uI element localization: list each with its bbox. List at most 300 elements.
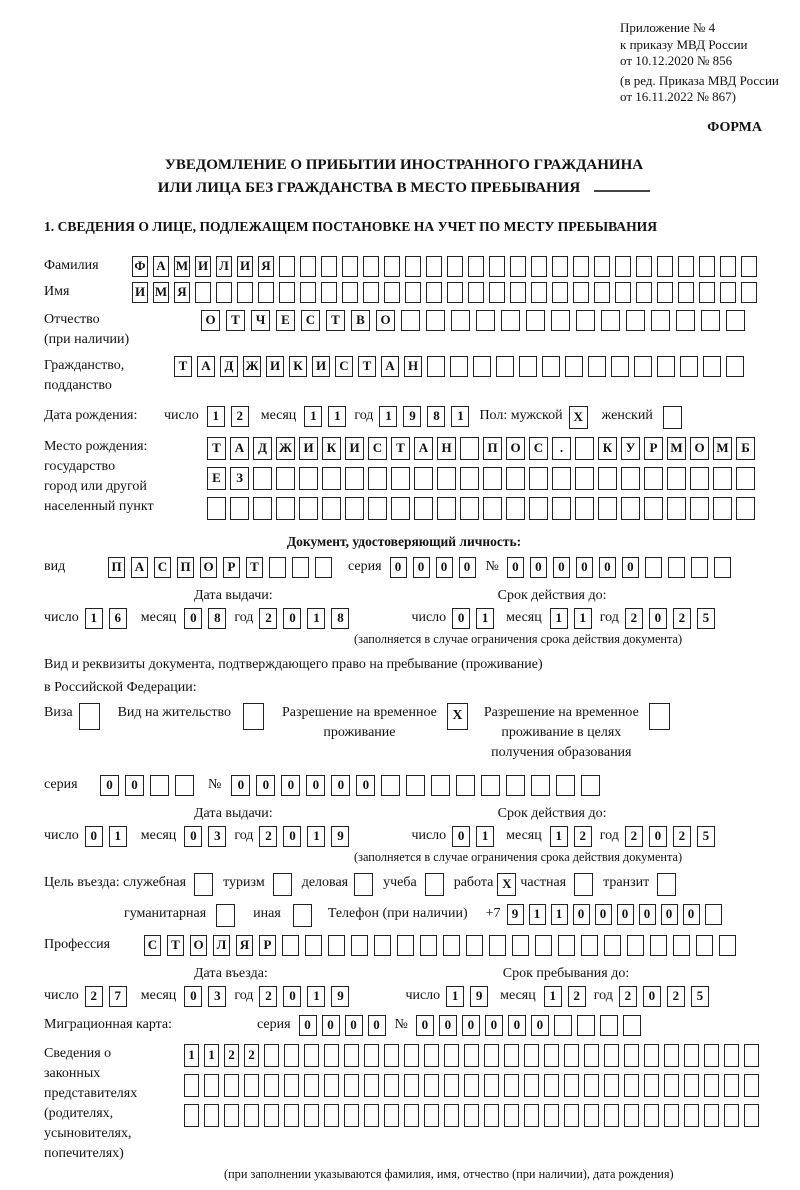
citizenship-13[interactable] bbox=[450, 356, 468, 377]
doc-issue-day-2[interactable]: 6 bbox=[109, 608, 127, 629]
representatives-line2-11[interactable] bbox=[384, 1074, 399, 1097]
representatives-line2-15[interactable] bbox=[464, 1074, 479, 1097]
givenname-25[interactable] bbox=[636, 282, 652, 303]
doc-issue-year-1[interactable]: 2 bbox=[259, 608, 277, 629]
representatives-line3-14[interactable] bbox=[444, 1104, 459, 1127]
birth-year-4[interactable]: 1 bbox=[451, 406, 469, 427]
residence-valid-year-3[interactable]: 2 bbox=[673, 826, 691, 847]
representatives-line2-17[interactable] bbox=[504, 1074, 519, 1097]
surname-5[interactable]: Л bbox=[216, 256, 232, 277]
profession-12[interactable] bbox=[397, 935, 414, 956]
birthplace-line3-22[interactable] bbox=[690, 497, 709, 520]
representatives-line1-6[interactable] bbox=[284, 1044, 299, 1067]
representatives-line1-7[interactable] bbox=[304, 1044, 319, 1067]
doc-type-7[interactable]: Т bbox=[246, 557, 263, 578]
surname-15[interactable] bbox=[426, 256, 442, 277]
phone-10[interactable] bbox=[705, 904, 722, 925]
patronymic-8[interactable]: О bbox=[376, 310, 395, 331]
profession-2[interactable]: Т bbox=[167, 935, 184, 956]
surname-9[interactable] bbox=[300, 256, 316, 277]
givenname-11[interactable] bbox=[342, 282, 358, 303]
surname-17[interactable] bbox=[468, 256, 484, 277]
phone-4[interactable]: 0 bbox=[573, 904, 590, 925]
doc-valid-year-2[interactable]: 0 bbox=[649, 608, 667, 629]
doc-series-2[interactable]: 0 bbox=[413, 557, 430, 578]
representatives-line2-10[interactable] bbox=[364, 1074, 379, 1097]
entry-day-2[interactable]: 7 bbox=[109, 986, 127, 1007]
residence-number-7[interactable] bbox=[381, 775, 400, 796]
doc-issue-year-2[interactable]: 0 bbox=[283, 608, 301, 629]
surname-26[interactable] bbox=[657, 256, 673, 277]
residence-permit-checkbox[interactable] bbox=[243, 703, 264, 730]
surname-28[interactable] bbox=[699, 256, 715, 277]
birthplace-line1-4[interactable]: Ж bbox=[276, 437, 295, 460]
purpose-business-checkbox[interactable] bbox=[354, 873, 373, 896]
representatives-line1-10[interactable] bbox=[364, 1044, 379, 1067]
birthplace-line1-17[interactable] bbox=[575, 437, 594, 460]
female-checkbox[interactable] bbox=[663, 406, 682, 429]
representatives-line2-1[interactable] bbox=[184, 1074, 199, 1097]
birthplace-line2-18[interactable] bbox=[598, 467, 617, 490]
doc-issue-year-3[interactable]: 1 bbox=[307, 608, 325, 629]
birthplace-line3-4[interactable] bbox=[276, 497, 295, 520]
profession-6[interactable]: Р bbox=[259, 935, 276, 956]
representatives-line1-11[interactable] bbox=[384, 1044, 399, 1067]
representatives-line1-28[interactable] bbox=[724, 1044, 739, 1067]
surname-2[interactable]: А bbox=[153, 256, 169, 277]
representatives-line1-17[interactable] bbox=[504, 1044, 519, 1067]
citizenship-6[interactable]: К bbox=[289, 356, 307, 377]
representatives-line1-24[interactable] bbox=[644, 1044, 659, 1067]
birthplace-line3-24[interactable] bbox=[736, 497, 755, 520]
birthplace-line2-5[interactable] bbox=[299, 467, 318, 490]
representatives-line2-28[interactable] bbox=[724, 1074, 739, 1097]
doc-valid-day-1[interactable]: 0 bbox=[452, 608, 470, 629]
givenname-20[interactable] bbox=[531, 282, 547, 303]
birthplace-line1-7[interactable]: И bbox=[345, 437, 364, 460]
migration-number-8[interactable] bbox=[577, 1015, 595, 1036]
birth-year-1[interactable]: 1 bbox=[379, 406, 397, 427]
migration-number-2[interactable]: 0 bbox=[439, 1015, 457, 1036]
patronymic-13[interactable] bbox=[501, 310, 520, 331]
birthplace-line2-23[interactable] bbox=[713, 467, 732, 490]
surname-22[interactable] bbox=[573, 256, 589, 277]
birth-month-2[interactable]: 1 bbox=[328, 406, 346, 427]
birthplace-line1-3[interactable]: Д bbox=[253, 437, 272, 460]
residence-number-9[interactable] bbox=[431, 775, 450, 796]
birthplace-line2-1[interactable]: Е bbox=[207, 467, 226, 490]
givenname-3[interactable]: Я bbox=[174, 282, 190, 303]
doc-number-6[interactable]: 0 bbox=[622, 557, 639, 578]
profession-17[interactable] bbox=[512, 935, 529, 956]
profession-7[interactable] bbox=[282, 935, 299, 956]
profession-10[interactable] bbox=[351, 935, 368, 956]
representatives-line1-4[interactable]: 2 bbox=[244, 1044, 259, 1067]
patronymic-12[interactable] bbox=[476, 310, 495, 331]
representatives-line3-9[interactable] bbox=[344, 1104, 359, 1127]
patronymic-6[interactable]: Т bbox=[326, 310, 345, 331]
givenname-18[interactable] bbox=[489, 282, 505, 303]
residence-number-14[interactable] bbox=[556, 775, 575, 796]
doc-valid-year-1[interactable]: 2 bbox=[625, 608, 643, 629]
patronymic-10[interactable] bbox=[426, 310, 445, 331]
doc-number-8[interactable] bbox=[668, 557, 685, 578]
stay-year-1[interactable]: 2 bbox=[619, 986, 637, 1007]
citizenship-9[interactable]: Т bbox=[358, 356, 376, 377]
representatives-line3-1[interactable] bbox=[184, 1104, 199, 1127]
patronymic-21[interactable] bbox=[701, 310, 720, 331]
birthplace-line3-10[interactable] bbox=[414, 497, 433, 520]
representatives-line1-12[interactable] bbox=[404, 1044, 419, 1067]
residence-series-4[interactable] bbox=[175, 775, 194, 796]
migration-number-4[interactable]: 0 bbox=[485, 1015, 503, 1036]
givenname-30[interactable] bbox=[741, 282, 757, 303]
representatives-line2-8[interactable] bbox=[324, 1074, 339, 1097]
representatives-line2-16[interactable] bbox=[484, 1074, 499, 1097]
birthplace-line3-19[interactable] bbox=[621, 497, 640, 520]
representatives-line2-12[interactable] bbox=[404, 1074, 419, 1097]
patronymic-22[interactable] bbox=[726, 310, 745, 331]
purpose-private-checkbox[interactable] bbox=[574, 873, 593, 896]
residence-issue-day-1[interactable]: 0 bbox=[85, 826, 103, 847]
residence-number-3[interactable]: 0 bbox=[281, 775, 300, 796]
representatives-line2-25[interactable] bbox=[664, 1074, 679, 1097]
entry-year-3[interactable]: 1 bbox=[307, 986, 325, 1007]
representatives-line2-9[interactable] bbox=[344, 1074, 359, 1097]
phone-1[interactable]: 9 bbox=[507, 904, 524, 925]
birthplace-line3-21[interactable] bbox=[667, 497, 686, 520]
residence-issue-day-2[interactable]: 1 bbox=[109, 826, 127, 847]
purpose-humanitarian-checkbox[interactable] bbox=[216, 904, 235, 927]
representatives-line2-2[interactable] bbox=[204, 1074, 219, 1097]
purpose-other-checkbox[interactable] bbox=[293, 904, 312, 927]
givenname-22[interactable] bbox=[573, 282, 589, 303]
birthplace-line2-10[interactable] bbox=[414, 467, 433, 490]
birthplace-line2-7[interactable] bbox=[345, 467, 364, 490]
patronymic-19[interactable] bbox=[651, 310, 670, 331]
profession-5[interactable]: Я bbox=[236, 935, 253, 956]
citizenship-21[interactable] bbox=[634, 356, 652, 377]
doc-series-1[interactable]: 0 bbox=[390, 557, 407, 578]
residence-series-3[interactable] bbox=[150, 775, 169, 796]
representatives-line3-8[interactable] bbox=[324, 1104, 339, 1127]
birthplace-line2-2[interactable]: З bbox=[230, 467, 249, 490]
doc-valid-year-4[interactable]: 5 bbox=[697, 608, 715, 629]
birthplace-line2-22[interactable] bbox=[690, 467, 709, 490]
migration-number-5[interactable]: 0 bbox=[508, 1015, 526, 1036]
stay-day-1[interactable]: 1 bbox=[446, 986, 464, 1007]
doc-type-8[interactable] bbox=[269, 557, 286, 578]
citizenship-14[interactable] bbox=[473, 356, 491, 377]
residence-number-8[interactable] bbox=[406, 775, 425, 796]
doc-series-4[interactable]: 0 bbox=[459, 557, 476, 578]
profession-15[interactable] bbox=[466, 935, 483, 956]
phone-9[interactable]: 0 bbox=[683, 904, 700, 925]
patronymic-17[interactable] bbox=[601, 310, 620, 331]
temp-residence-checkbox[interactable]: X bbox=[447, 703, 468, 730]
birthplace-line3-23[interactable] bbox=[713, 497, 732, 520]
doc-type-1[interactable]: П bbox=[108, 557, 125, 578]
citizenship-15[interactable] bbox=[496, 356, 514, 377]
entry-day-1[interactable]: 2 bbox=[85, 986, 103, 1007]
patronymic-7[interactable]: В bbox=[351, 310, 370, 331]
birthplace-line2-4[interactable] bbox=[276, 467, 295, 490]
representatives-line3-21[interactable] bbox=[584, 1104, 599, 1127]
representatives-line2-21[interactable] bbox=[584, 1074, 599, 1097]
residence-series-2[interactable]: 0 bbox=[125, 775, 144, 796]
profession-25[interactable] bbox=[696, 935, 713, 956]
migration-number-1[interactable]: 0 bbox=[416, 1015, 434, 1036]
surname-20[interactable] bbox=[531, 256, 547, 277]
entry-year-4[interactable]: 9 bbox=[331, 986, 349, 1007]
profession-13[interactable] bbox=[420, 935, 437, 956]
profession-16[interactable] bbox=[489, 935, 506, 956]
representatives-line2-5[interactable] bbox=[264, 1074, 279, 1097]
birthplace-line1-11[interactable]: Н bbox=[437, 437, 456, 460]
birthplace-line1-20[interactable]: Р bbox=[644, 437, 663, 460]
surname-29[interactable] bbox=[720, 256, 736, 277]
representatives-line3-18[interactable] bbox=[524, 1104, 539, 1127]
givenname-8[interactable] bbox=[279, 282, 295, 303]
migration-number-9[interactable] bbox=[600, 1015, 618, 1036]
birthplace-line1-10[interactable]: А bbox=[414, 437, 433, 460]
birthplace-line1-5[interactable]: И bbox=[299, 437, 318, 460]
visa-checkbox[interactable] bbox=[79, 703, 100, 730]
entry-year-2[interactable]: 0 bbox=[283, 986, 301, 1007]
representatives-line3-11[interactable] bbox=[384, 1104, 399, 1127]
residence-valid-year-2[interactable]: 0 bbox=[649, 826, 667, 847]
givenname-15[interactable] bbox=[426, 282, 442, 303]
residence-valid-month-2[interactable]: 2 bbox=[574, 826, 592, 847]
representatives-line2-4[interactable] bbox=[244, 1074, 259, 1097]
givenname-9[interactable] bbox=[300, 282, 316, 303]
representatives-line3-3[interactable] bbox=[224, 1104, 239, 1127]
givenname-5[interactable] bbox=[216, 282, 232, 303]
representatives-line3-29[interactable] bbox=[744, 1104, 759, 1127]
birthplace-line1-19[interactable]: У bbox=[621, 437, 640, 460]
surname-24[interactable] bbox=[615, 256, 631, 277]
surname-14[interactable] bbox=[405, 256, 421, 277]
birthplace-line2-3[interactable] bbox=[253, 467, 272, 490]
birthplace-line3-14[interactable] bbox=[506, 497, 525, 520]
doc-type-5[interactable]: О bbox=[200, 557, 217, 578]
birthplace-line2-19[interactable] bbox=[621, 467, 640, 490]
doc-number-4[interactable]: 0 bbox=[576, 557, 593, 578]
representatives-line3-13[interactable] bbox=[424, 1104, 439, 1127]
citizenship-1[interactable]: Т bbox=[174, 356, 192, 377]
residence-valid-day-1[interactable]: 0 bbox=[452, 826, 470, 847]
phone-5[interactable]: 0 bbox=[595, 904, 612, 925]
surname-19[interactable] bbox=[510, 256, 526, 277]
residence-number-12[interactable] bbox=[506, 775, 525, 796]
purpose-study-checkbox[interactable] bbox=[425, 873, 444, 896]
representatives-line1-19[interactable] bbox=[544, 1044, 559, 1067]
doc-type-4[interactable]: П bbox=[177, 557, 194, 578]
representatives-line2-14[interactable] bbox=[444, 1074, 459, 1097]
doc-valid-year-3[interactable]: 2 bbox=[673, 608, 691, 629]
representatives-line1-2[interactable]: 1 bbox=[204, 1044, 219, 1067]
representatives-line2-7[interactable] bbox=[304, 1074, 319, 1097]
migration-number-7[interactable] bbox=[554, 1015, 572, 1036]
patronymic-1[interactable]: О bbox=[201, 310, 220, 331]
birthplace-line2-15[interactable] bbox=[529, 467, 548, 490]
representatives-line2-20[interactable] bbox=[564, 1074, 579, 1097]
birthplace-line1-13[interactable]: П bbox=[483, 437, 502, 460]
birthplace-line3-12[interactable] bbox=[460, 497, 479, 520]
birthplace-line3-13[interactable] bbox=[483, 497, 502, 520]
doc-number-9[interactable] bbox=[691, 557, 708, 578]
representatives-line3-23[interactable] bbox=[624, 1104, 639, 1127]
givenname-7[interactable] bbox=[258, 282, 274, 303]
doc-number-3[interactable]: 0 bbox=[553, 557, 570, 578]
citizenship-23[interactable] bbox=[680, 356, 698, 377]
citizenship-5[interactable]: И bbox=[266, 356, 284, 377]
profession-4[interactable]: Л bbox=[213, 935, 230, 956]
stay-day-2[interactable]: 9 bbox=[470, 986, 488, 1007]
doc-number-1[interactable]: 0 bbox=[507, 557, 524, 578]
citizenship-8[interactable]: С bbox=[335, 356, 353, 377]
profession-20[interactable] bbox=[581, 935, 598, 956]
patronymic-14[interactable] bbox=[526, 310, 545, 331]
representatives-line1-20[interactable] bbox=[564, 1044, 579, 1067]
representatives-line3-4[interactable] bbox=[244, 1104, 259, 1127]
doc-valid-month-2[interactable]: 1 bbox=[574, 608, 592, 629]
citizenship-17[interactable] bbox=[542, 356, 560, 377]
representatives-line2-13[interactable] bbox=[424, 1074, 439, 1097]
migration-series-1[interactable]: 0 bbox=[299, 1015, 317, 1036]
representatives-line3-24[interactable] bbox=[644, 1104, 659, 1127]
birthplace-line3-16[interactable] bbox=[552, 497, 571, 520]
entry-month-1[interactable]: 0 bbox=[184, 986, 202, 1007]
givenname-12[interactable] bbox=[363, 282, 379, 303]
birthplace-line2-14[interactable] bbox=[506, 467, 525, 490]
representatives-line1-1[interactable]: 1 bbox=[184, 1044, 199, 1067]
representatives-line1-16[interactable] bbox=[484, 1044, 499, 1067]
birthplace-line1-1[interactable]: Т bbox=[207, 437, 226, 460]
doc-type-10[interactable] bbox=[315, 557, 332, 578]
profession-9[interactable] bbox=[328, 935, 345, 956]
entry-month-2[interactable]: 3 bbox=[208, 986, 226, 1007]
citizenship-4[interactable]: Ж bbox=[243, 356, 261, 377]
representatives-line1-26[interactable] bbox=[684, 1044, 699, 1067]
residence-series-1[interactable]: 0 bbox=[100, 775, 119, 796]
citizenship-20[interactable] bbox=[611, 356, 629, 377]
doc-number-7[interactable] bbox=[645, 557, 662, 578]
birthplace-line2-6[interactable] bbox=[322, 467, 341, 490]
patronymic-3[interactable]: Ч bbox=[251, 310, 270, 331]
givenname-13[interactable] bbox=[384, 282, 400, 303]
doc-issue-month-1[interactable]: 0 bbox=[184, 608, 202, 629]
birthplace-line3-3[interactable] bbox=[253, 497, 272, 520]
migration-series-3[interactable]: 0 bbox=[345, 1015, 363, 1036]
givenname-4[interactable] bbox=[195, 282, 211, 303]
profession-18[interactable] bbox=[535, 935, 552, 956]
phone-7[interactable]: 0 bbox=[639, 904, 656, 925]
givenname-23[interactable] bbox=[594, 282, 610, 303]
representatives-line1-25[interactable] bbox=[664, 1044, 679, 1067]
citizenship-7[interactable]: И bbox=[312, 356, 330, 377]
representatives-line2-26[interactable] bbox=[684, 1074, 699, 1097]
givenname-6[interactable] bbox=[237, 282, 253, 303]
surname-27[interactable] bbox=[678, 256, 694, 277]
birthplace-line1-12[interactable] bbox=[460, 437, 479, 460]
representatives-line1-15[interactable] bbox=[464, 1044, 479, 1067]
representatives-line3-25[interactable] bbox=[664, 1104, 679, 1127]
citizenship-16[interactable] bbox=[519, 356, 537, 377]
migration-number-10[interactable] bbox=[623, 1015, 641, 1036]
residence-number-13[interactable] bbox=[531, 775, 550, 796]
birthplace-line3-15[interactable] bbox=[529, 497, 548, 520]
birthplace-line2-16[interactable] bbox=[552, 467, 571, 490]
doc-valid-day-2[interactable]: 1 bbox=[476, 608, 494, 629]
representatives-line2-19[interactable] bbox=[544, 1074, 559, 1097]
citizenship-18[interactable] bbox=[565, 356, 583, 377]
residence-number-5[interactable]: 0 bbox=[331, 775, 350, 796]
representatives-line3-10[interactable] bbox=[364, 1104, 379, 1127]
givenname-19[interactable] bbox=[510, 282, 526, 303]
surname-12[interactable] bbox=[363, 256, 379, 277]
surname-3[interactable]: М bbox=[174, 256, 190, 277]
birthplace-line1-22[interactable]: О bbox=[690, 437, 709, 460]
doc-type-2[interactable]: А bbox=[131, 557, 148, 578]
citizenship-22[interactable] bbox=[657, 356, 675, 377]
patronymic-2[interactable]: Т bbox=[226, 310, 245, 331]
birthplace-line3-11[interactable] bbox=[437, 497, 456, 520]
purpose-transit-checkbox[interactable] bbox=[657, 873, 676, 896]
birthplace-line2-20[interactable] bbox=[644, 467, 663, 490]
surname-10[interactable] bbox=[321, 256, 337, 277]
doc-number-10[interactable] bbox=[714, 557, 731, 578]
givenname-28[interactable] bbox=[699, 282, 715, 303]
representatives-line2-18[interactable] bbox=[524, 1074, 539, 1097]
givenname-1[interactable]: И bbox=[132, 282, 148, 303]
surname-8[interactable] bbox=[279, 256, 295, 277]
phone-2[interactable]: 1 bbox=[529, 904, 546, 925]
birthplace-line3-7[interactable] bbox=[345, 497, 364, 520]
stay-year-4[interactable]: 5 bbox=[691, 986, 709, 1007]
doc-number-2[interactable]: 0 bbox=[530, 557, 547, 578]
residence-issue-year-1[interactable]: 2 bbox=[259, 826, 277, 847]
profession-24[interactable] bbox=[673, 935, 690, 956]
patronymic-11[interactable] bbox=[451, 310, 470, 331]
birth-year-2[interactable]: 9 bbox=[403, 406, 421, 427]
birthplace-line3-8[interactable] bbox=[368, 497, 387, 520]
doc-issue-month-2[interactable]: 8 bbox=[208, 608, 226, 629]
givenname-16[interactable] bbox=[447, 282, 463, 303]
doc-number-5[interactable]: 0 bbox=[599, 557, 616, 578]
citizenship-10[interactable]: А bbox=[381, 356, 399, 377]
residence-valid-month-1[interactable]: 1 bbox=[550, 826, 568, 847]
birth-month-1[interactable]: 1 bbox=[304, 406, 322, 427]
givenname-27[interactable] bbox=[678, 282, 694, 303]
representatives-line3-6[interactable] bbox=[284, 1104, 299, 1127]
representatives-line2-29[interactable] bbox=[744, 1074, 759, 1097]
representatives-line3-12[interactable] bbox=[404, 1104, 419, 1127]
representatives-line2-3[interactable] bbox=[224, 1074, 239, 1097]
birthplace-line2-12[interactable] bbox=[460, 467, 479, 490]
profession-23[interactable] bbox=[650, 935, 667, 956]
birthplace-line1-18[interactable]: К bbox=[598, 437, 617, 460]
patronymic-15[interactable] bbox=[551, 310, 570, 331]
representatives-line2-23[interactable] bbox=[624, 1074, 639, 1097]
doc-series-3[interactable]: 0 bbox=[436, 557, 453, 578]
birthplace-line2-17[interactable] bbox=[575, 467, 594, 490]
representatives-line2-27[interactable] bbox=[704, 1074, 719, 1097]
patronymic-4[interactable]: Е bbox=[276, 310, 295, 331]
residence-issue-year-4[interactable]: 9 bbox=[331, 826, 349, 847]
representatives-line3-7[interactable] bbox=[304, 1104, 319, 1127]
migration-series-2[interactable]: 0 bbox=[322, 1015, 340, 1036]
